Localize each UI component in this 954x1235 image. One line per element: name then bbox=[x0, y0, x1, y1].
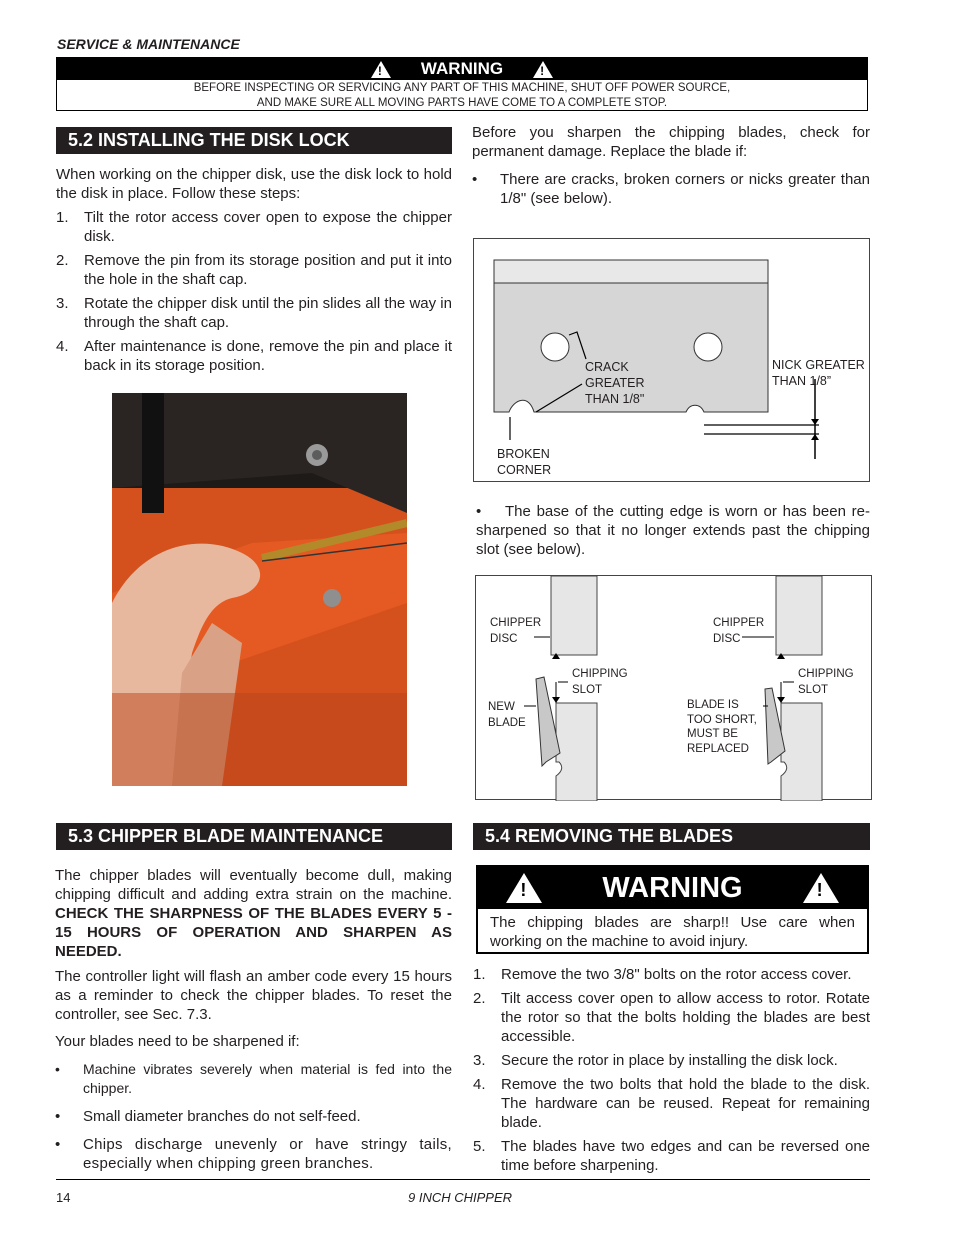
list-item: 2. Tilt access cover open to allow access to rotor. Rotate the rotor so that the bolts holding the blades are best accessible. bbox=[473, 990, 870, 1045]
bullet: • bbox=[55, 1108, 61, 1125]
list-item: • There are cracks, broken corners or nicks greater than 1/8" (see below). bbox=[472, 171, 870, 207]
sec52-steps bbox=[56, 208, 452, 375]
top-warning-bar bbox=[57, 58, 867, 80]
short-blade-label: BLADE IS TOO SHORT, MUST BE REPLACED bbox=[687, 699, 757, 755]
section-5-3-heading: 5.3 CHIPPER BLADE MAINTENANCE bbox=[56, 823, 452, 850]
disk-lock-photo bbox=[112, 393, 407, 786]
right-slot-label: CHIPPING SLOT bbox=[798, 668, 854, 696]
list-item: 1. Remove the two 3/8" bolts on the rotor access cover. bbox=[473, 966, 852, 983]
crack-label: CRACK GREATER THAN 1/8" bbox=[585, 360, 645, 406]
top-warning-title: WARNING bbox=[420, 59, 504, 78]
sec53-paragraph-2: The controller light will flash an amber code every 15 hours as a reminder to check the chipper blades. To reset the controller, see Sec. 7.3. bbox=[55, 968, 452, 1023]
sec52-intro: When working on the chipper disk, use the disk lock to hold the disk in place. Follow these steps: bbox=[56, 166, 452, 202]
running-header: SERVICE & MAINTENANCE bbox=[57, 36, 240, 52]
right-disc-label: CHIPPER DISC bbox=[713, 617, 765, 645]
left-disc-label: CHIPPER DISC bbox=[490, 617, 542, 645]
list-item: • Machine vibrates severely when material is fed into the chipper. bbox=[55, 1061, 452, 1096]
sec53-paragraph-3: Your blades need to be sharpened if: bbox=[55, 1033, 300, 1050]
list-item: • Chips discharge unevenly or have stringy tails, especially when chipping green branches. bbox=[55, 1136, 452, 1172]
section-5-2-heading: 5.2 INSTALLING THE DISK LOCK bbox=[56, 127, 452, 154]
page-number: 14 bbox=[56, 1190, 71, 1205]
footer-rule bbox=[56, 1179, 870, 1180]
top-warning-text: BEFORE INSPECTING OR SERVICING ANY PART OF THIS MACHINE, SHUT OFF POWER SOURCE, AND MAKE SURE ALL MOVING PARTS HAVE COME TO A COMPLETE STOP. bbox=[193, 82, 731, 109]
list-item: • The base of the cutting edge is worn or has been re-sharpened so that it no longer extends past the chipping slot (see below). bbox=[476, 503, 870, 558]
sec54-steps bbox=[473, 965, 870, 1175]
list-item: 4. After maintenance is done, remove the pin and place it back in its storage position. bbox=[56, 338, 452, 374]
section-5-4-heading: 5.4 REMOVING THE BLADES bbox=[473, 823, 870, 850]
list-item: 1. Tilt the rotor access cover open to expose the chipper disk. bbox=[56, 209, 452, 245]
footer-title: 9 INCH CHIPPER bbox=[408, 1190, 513, 1205]
left-slot-label: CHIPPING SLOT bbox=[572, 668, 628, 696]
bullet: • bbox=[472, 171, 478, 188]
blade-warning-box bbox=[476, 865, 869, 954]
warning-triangle-icon: ! bbox=[371, 61, 391, 78]
list-item: 3. Rotate the chipper disk until the pin slides all the way in through the shaft cap. bbox=[56, 295, 452, 331]
blade-damage-diagram bbox=[473, 238, 870, 482]
list-item: • Small diameter branches do not self-feed. bbox=[55, 1108, 361, 1125]
sharpen-intro: Before you sharpen the chipping blades, check for permanent damage. Replace the blade if: bbox=[472, 124, 870, 160]
list-item: 4. Remove the two bolts that hold the blade to the disk. The hardware can be reused. Repeat for remaining blade. bbox=[473, 1076, 870, 1131]
sec53-bullets bbox=[55, 1060, 452, 1173]
nick-label: NICK GREATER THAN 1/8” bbox=[772, 358, 865, 388]
list-item: 5. The blades have two edges and can be reversed one time before sharpening. bbox=[473, 1138, 870, 1174]
new-blade-label: NEW BLADE bbox=[488, 701, 526, 729]
blade-warning-text: The chipping blades are sharp!! Use care when working on the machine to avoid injury. bbox=[490, 914, 855, 950]
top-warning-box bbox=[56, 57, 868, 111]
bullet: • bbox=[55, 1136, 61, 1153]
sec53-paragraph-1: The chipper blades will eventually become dull, making chipping difficult and adding extra strain on the machine. CHECK THE SHARPNESS OF THE BLADES EVERY 5 - 15 HOURS OF OPERATION AND SHARPEN AS NEEDED. bbox=[55, 867, 452, 960]
bullet: • bbox=[476, 503, 482, 520]
list-item: 2. Remove the pin from its storage position and put it into the hole in the shaft cap. bbox=[56, 252, 452, 288]
bullet: • bbox=[55, 1061, 60, 1077]
broken-corner-label: BROKEN CORNER bbox=[497, 447, 552, 477]
blade-warning-title: WARNING bbox=[602, 871, 743, 904]
list-item: 3. Secure the rotor in place by installing the disk lock. bbox=[473, 1052, 838, 1069]
blade-warning-bar bbox=[478, 867, 867, 909]
chipping-slot-diagram bbox=[475, 575, 872, 800]
warning-triangle-icon: ! bbox=[803, 873, 839, 903]
warning-triangle-icon: ! bbox=[533, 61, 553, 78]
warning-triangle-icon: ! bbox=[506, 873, 542, 903]
